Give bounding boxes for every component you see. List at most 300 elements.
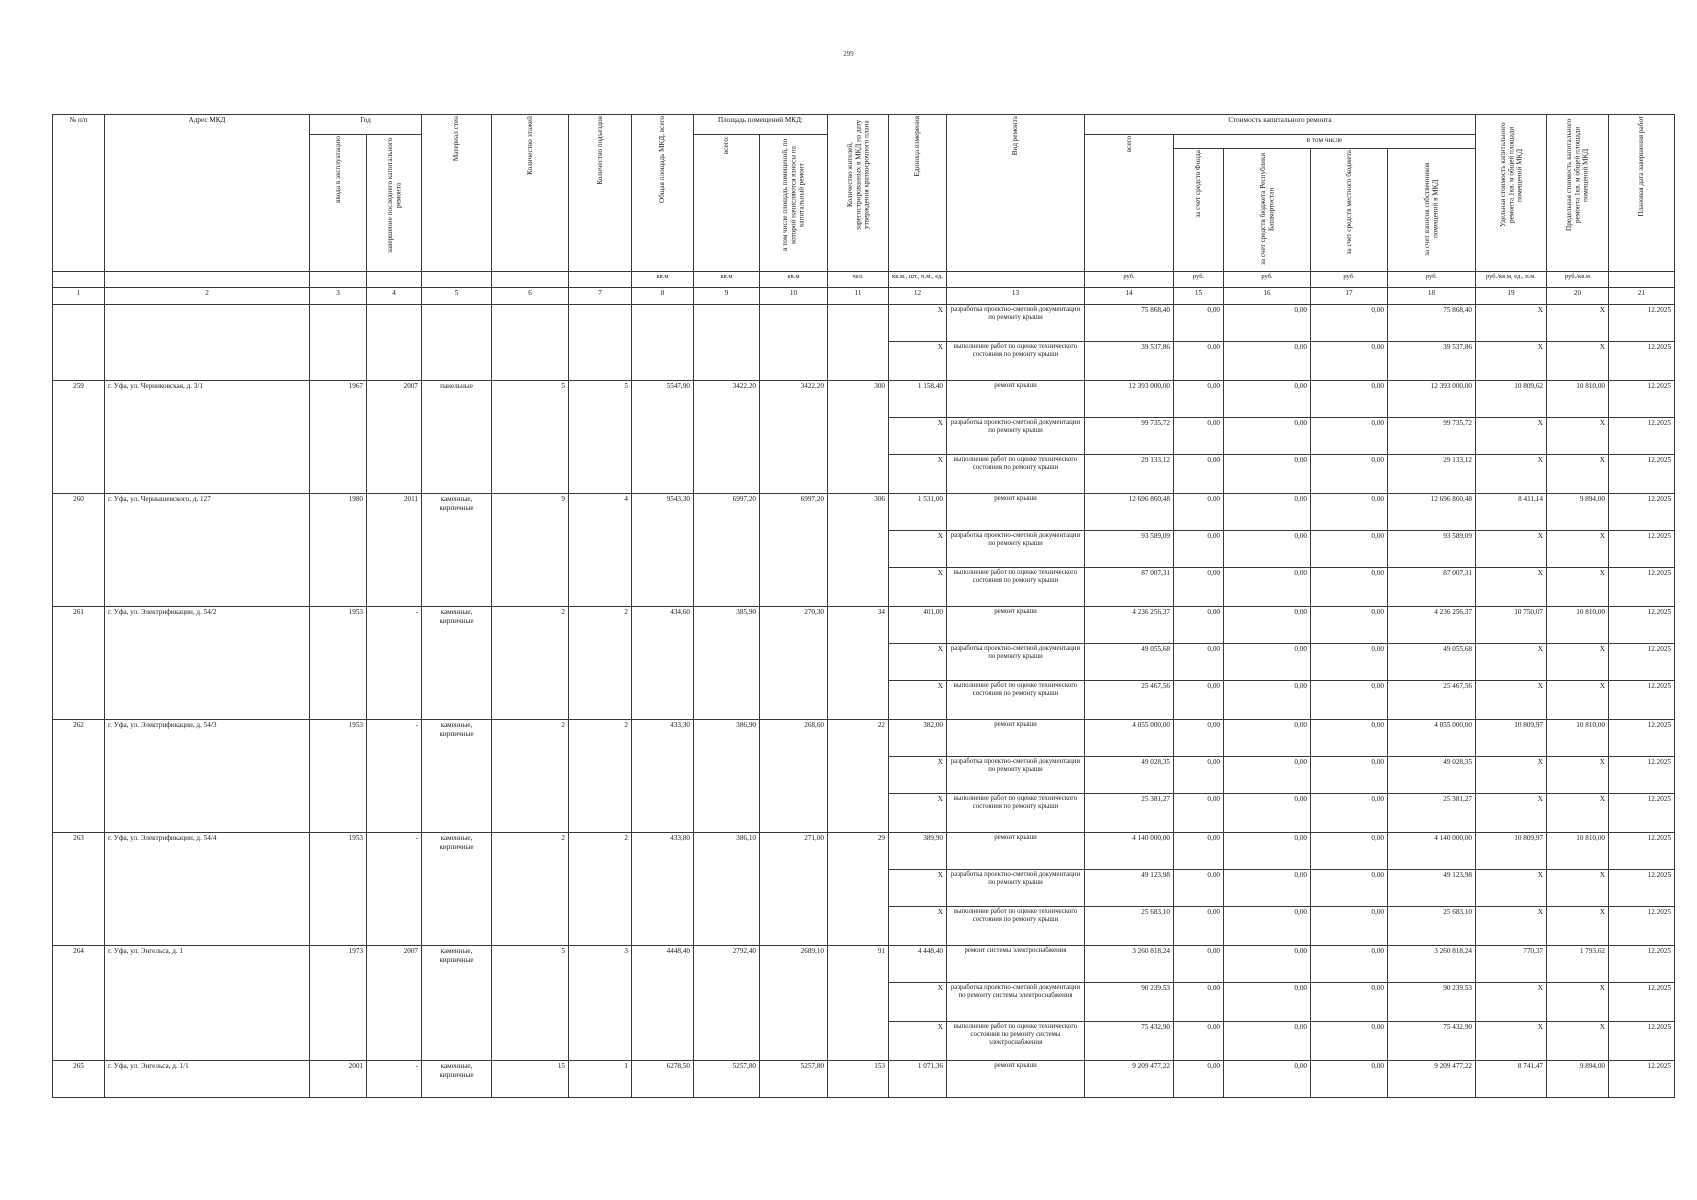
premises-total-cell: 6997,20 <box>694 494 760 607</box>
cost-owners-cell: 3 260 818,24 <box>1388 946 1476 983</box>
floors-cell: 9 <box>492 494 569 607</box>
unit-cost-cell: X <box>1476 531 1547 568</box>
column-number: 3 <box>310 288 367 305</box>
cost-total-cell: 49 123,98 <box>1085 870 1174 907</box>
residents-cell: 22 <box>828 720 889 833</box>
year-commissioning-cell: 1967 <box>310 381 367 494</box>
cost-local-cell: 0,00 <box>1311 870 1388 907</box>
wall-material-cell: каменные, кирпичные <box>422 833 492 946</box>
cost-fund-cell: 0,00 <box>1174 870 1224 907</box>
quantity-cell: 401,00 <box>889 607 947 644</box>
cost-total-cell: 49 028,35 <box>1085 757 1174 794</box>
cost-owners-cell: 29 133,12 <box>1388 455 1476 494</box>
cost-republic-cell: 0,00 <box>1224 720 1311 757</box>
deadline-cell: 12.2025 <box>1609 757 1675 794</box>
unit-cost-cell: X <box>1476 568 1547 607</box>
entrances-cell: 2 <box>569 607 632 720</box>
work-type-cell: выполнение работ по оценке технического состояния по ремонту крыши <box>947 568 1085 607</box>
unit-cost-cell: 8 741,47 <box>1476 1061 1547 1098</box>
limit-cost-cell: X <box>1547 644 1609 681</box>
year-commissioning-cell: 1953 <box>310 720 367 833</box>
cost-owners-cell: 93 589,09 <box>1388 531 1476 568</box>
cost-republic-cell: 0,00 <box>1224 607 1311 644</box>
year-commissioning-cell: 1980 <box>310 494 367 607</box>
unit-cost-cell: 770,37 <box>1476 946 1547 983</box>
cost-fund-cell: 0,00 <box>1174 794 1224 833</box>
deadline-cell: 12.2025 <box>1609 833 1675 870</box>
cost-republic-cell: 0,00 <box>1224 494 1311 531</box>
unit-cell <box>53 272 105 288</box>
unit-cost-cell: 8 411,14 <box>1476 494 1547 531</box>
year-last-repair-cell: - <box>367 720 422 833</box>
residents-cell: 29 <box>828 833 889 946</box>
work-type-cell: разработка проектно-сметной документации по ремонту крыши <box>947 531 1085 568</box>
header-year-group: Год <box>310 115 422 135</box>
cost-total-cell: 4 055 000,00 <box>1085 720 1174 757</box>
header-cost-local: за счет средств местного бюджета <box>1311 149 1388 272</box>
cost-republic-cell: 0,00 <box>1224 342 1311 381</box>
deadline-cell: 12.2025 <box>1609 342 1675 381</box>
cost-owners-cell: 4 236 256,37 <box>1388 607 1476 644</box>
cost-owners-cell: 4 055 000,00 <box>1388 720 1476 757</box>
premises-fee-cell: 2689,10 <box>760 946 828 1061</box>
header-premises-group: Площадь помещений МКД: <box>694 115 828 135</box>
year-commissioning-cell: 1973 <box>310 946 367 1061</box>
unit-cost-cell: 10 809,97 <box>1476 720 1547 757</box>
limit-cost-cell: 1 793,62 <box>1547 946 1609 983</box>
unit-cell: кв.м <box>694 272 760 288</box>
cost-local-cell: 0,00 <box>1311 381 1388 418</box>
cost-republic-cell: 0,00 <box>1224 305 1311 342</box>
deadline-cell: 12.2025 <box>1609 644 1675 681</box>
quantity-cell: 4 448,40 <box>889 946 947 983</box>
floors-cell: 15 <box>492 1061 569 1098</box>
cost-republic-cell: 0,00 <box>1224 1022 1311 1061</box>
cost-local-cell: 0,00 <box>1311 833 1388 870</box>
column-number: 13 <box>947 288 1085 305</box>
year-last-repair-cell: 2007 <box>367 381 422 494</box>
wall-material-cell: каменные, кирпичные <box>422 1061 492 1098</box>
capital-repair-table <box>52 114 1675 1098</box>
cost-owners-cell: 90 239,53 <box>1388 983 1476 1022</box>
residents-cell: 306 <box>828 494 889 607</box>
entrances-cell: 2 <box>569 720 632 833</box>
work-type-cell: ремонт крыши <box>947 494 1085 531</box>
unit-cell: руб. <box>1085 272 1174 288</box>
total-area-cell: 9543,30 <box>632 494 694 607</box>
header-premises-fee: в том числе площадь помещений, по которой начисляются взносы на капитальный ремонт <box>760 135 828 272</box>
premises-total-cell: 385,90 <box>694 607 760 720</box>
cost-fund-cell: 0,00 <box>1174 946 1224 983</box>
work-type-cell: разработка проектно-сметной документации по ремонту крыши <box>947 418 1085 455</box>
limit-cost-cell: 10 810,00 <box>1547 833 1609 870</box>
header-work-type: Вид ремонта <box>947 115 1085 272</box>
unit-cell <box>105 272 310 288</box>
limit-cost-cell: X <box>1547 342 1609 381</box>
table-row <box>53 1061 1675 1098</box>
year-last-repair-cell: - <box>367 833 422 946</box>
premises-fee-cell: 3422,20 <box>760 381 828 494</box>
header-floors: Количество этажей <box>492 115 569 272</box>
work-type-cell: ремонт крыши <box>947 833 1085 870</box>
cost-total-cell: 49 055,68 <box>1085 644 1174 681</box>
year-last-repair-cell: 2007 <box>367 946 422 1061</box>
work-type-cell: ремонт крыши <box>947 381 1085 418</box>
quantity-cell: 1 158,40 <box>889 381 947 418</box>
header-unit-cost: Удельная стоимость капитального ремонта 1кв. м общей площади помещений МКД <box>1476 115 1547 272</box>
wall-material-cell: каменные, кирпичные <box>422 494 492 607</box>
cost-local-cell: 0,00 <box>1311 907 1388 946</box>
quantity-cell: X <box>889 305 947 342</box>
cost-total-cell: 9 209 477,22 <box>1085 1061 1174 1098</box>
floors-cell <box>492 305 569 381</box>
header-cost-total: всего <box>1085 135 1174 272</box>
limit-cost-cell: X <box>1547 757 1609 794</box>
cost-total-cell: 90 239,53 <box>1085 983 1174 1022</box>
cost-owners-cell: 75 432,90 <box>1388 1022 1476 1061</box>
row-number: 265 <box>53 1061 105 1098</box>
work-type-cell: ремонт системы электроснабжения <box>947 946 1085 983</box>
work-type-cell: разработка проектно-сметной документации по ремонту системы электроснабжения <box>947 983 1085 1022</box>
year-commissioning-cell: 2001 <box>310 1061 367 1098</box>
row-number: 259 <box>53 381 105 494</box>
cost-fund-cell: 0,00 <box>1174 983 1224 1022</box>
cost-total-cell: 99 735,72 <box>1085 418 1174 455</box>
column-number: 4 <box>367 288 422 305</box>
address-cell <box>105 305 310 381</box>
cost-republic-cell: 0,00 <box>1224 418 1311 455</box>
header-including: в том числе <box>1174 135 1476 149</box>
quantity-cell: X <box>889 418 947 455</box>
cost-owners-cell: 49 055,68 <box>1388 644 1476 681</box>
row-number <box>53 305 105 381</box>
cost-republic-cell: 0,00 <box>1224 1061 1311 1098</box>
premises-total-cell: 2792,40 <box>694 946 760 1061</box>
residents-cell: 34 <box>828 607 889 720</box>
table-row <box>53 720 1675 757</box>
cost-local-cell: 0,00 <box>1311 531 1388 568</box>
quantity-cell: 1 071,36 <box>889 1061 947 1098</box>
year-last-repair-cell: - <box>367 1061 422 1098</box>
header-entrances: Количество подъездов <box>569 115 632 272</box>
unit-cell: руб. <box>1224 272 1311 288</box>
column-number: 6 <box>492 288 569 305</box>
table-row <box>53 305 1675 342</box>
cost-owners-cell: 9 209 477,22 <box>1388 1061 1476 1098</box>
cost-republic-cell: 0,00 <box>1224 531 1311 568</box>
limit-cost-cell: 10 810,00 <box>1547 381 1609 418</box>
cost-republic-cell: 0,00 <box>1224 568 1311 607</box>
header-total-area: Общая площадь МКД, всего <box>632 115 694 272</box>
deadline-cell: 12.2025 <box>1609 305 1675 342</box>
cost-owners-cell: 39 537,86 <box>1388 342 1476 381</box>
wall-material-cell: каменные, кирпичные <box>422 720 492 833</box>
work-type-cell: разработка проектно-сметной документации по ремонту крыши <box>947 644 1085 681</box>
row-number: 264 <box>53 946 105 1061</box>
deadline-cell: 12.2025 <box>1609 381 1675 418</box>
work-type-cell: разработка проектно-сметной документации по ремонту крыши <box>947 757 1085 794</box>
unit-cell: кв.м., шт., п.м., ед. <box>889 272 947 288</box>
premises-fee-cell <box>760 305 828 381</box>
row-number: 263 <box>53 833 105 946</box>
table-row <box>53 381 1675 418</box>
total-area-cell: 6278,50 <box>632 1061 694 1098</box>
unit-cell: руб. <box>1388 272 1476 288</box>
wall-material-cell <box>422 305 492 381</box>
deadline-cell: 12.2025 <box>1609 494 1675 531</box>
column-number: 15 <box>1174 288 1224 305</box>
unit-cell: кв.м <box>760 272 828 288</box>
unit-cell: руб./кв.м, ед., п.м. <box>1476 272 1547 288</box>
cost-total-cell: 4 236 256,37 <box>1085 607 1174 644</box>
deadline-cell: 12.2025 <box>1609 794 1675 833</box>
header-year-last-repair: завершение последнего капитального ремонта <box>367 135 422 272</box>
column-number: 16 <box>1224 288 1311 305</box>
address-cell: г. Уфа, ул. Электрификации, д. 54/2 <box>105 607 310 720</box>
total-area-cell: 5547,90 <box>632 381 694 494</box>
unit-cost-cell: X <box>1476 644 1547 681</box>
premises-fee-cell: 270,30 <box>760 607 828 720</box>
cost-republic-cell: 0,00 <box>1224 794 1311 833</box>
work-type-cell: ремонт крыши <box>947 720 1085 757</box>
unit-cost-cell: X <box>1476 870 1547 907</box>
unit-cell <box>492 272 569 288</box>
cost-total-cell: 39 537,86 <box>1085 342 1174 381</box>
address-cell: г. Уфа, ул. Электрификации, д. 54/3 <box>105 720 310 833</box>
cost-republic-cell: 0,00 <box>1224 946 1311 983</box>
premises-fee-cell: 5257,80 <box>760 1061 828 1098</box>
entrances-cell: 3 <box>569 946 632 1061</box>
page-number: 299 <box>843 50 854 58</box>
floors-cell: 5 <box>492 381 569 494</box>
header-cost-fund: за счет средств Фонда <box>1174 149 1224 272</box>
cost-fund-cell: 0,00 <box>1174 568 1224 607</box>
entrances-cell: 2 <box>569 833 632 946</box>
header-cost-republic: за счет средств бюджета Республики Башкортостан <box>1224 149 1311 272</box>
quantity-cell: X <box>889 568 947 607</box>
unit-cost-cell: X <box>1476 757 1547 794</box>
limit-cost-cell: X <box>1547 907 1609 946</box>
cost-total-cell: 25 467,56 <box>1085 681 1174 720</box>
total-area-cell: 4448,40 <box>632 946 694 1061</box>
entrances-cell <box>569 305 632 381</box>
wall-material-cell: каменные, кирпичные <box>422 607 492 720</box>
column-numbers-row <box>53 288 1675 305</box>
cost-total-cell: 12 696 860,48 <box>1085 494 1174 531</box>
quantity-cell: X <box>889 644 947 681</box>
floors-cell: 2 <box>492 607 569 720</box>
quantity-cell: X <box>889 907 947 946</box>
work-type-cell: выполнение работ по оценке технического состояния по ремонту крыши <box>947 794 1085 833</box>
deadline-cell: 12.2025 <box>1609 418 1675 455</box>
work-type-cell: разработка проектно-сметной документации по ремонту крыши <box>947 305 1085 342</box>
unit-cell <box>569 272 632 288</box>
cost-fund-cell: 0,00 <box>1174 342 1224 381</box>
cost-fund-cell: 0,00 <box>1174 607 1224 644</box>
column-number: 12 <box>889 288 947 305</box>
cost-fund-cell: 0,00 <box>1174 681 1224 720</box>
address-cell: г. Уфа, ул. Черниковская, д. 3/1 <box>105 381 310 494</box>
floors-cell: 2 <box>492 833 569 946</box>
unit-cell: кв.м <box>632 272 694 288</box>
entrances-cell: 5 <box>569 381 632 494</box>
unit-cell <box>310 272 367 288</box>
quantity-cell: X <box>889 757 947 794</box>
header-unit: Единица измерения <box>889 115 947 272</box>
quantity-cell: 382,00 <box>889 720 947 757</box>
address-cell: г. Уфа, ул. Энгельса, д. 1/1 <box>105 1061 310 1098</box>
limit-cost-cell: X <box>1547 531 1609 568</box>
header-year-commissioning: ввода в эксплуатацию <box>310 135 367 272</box>
cost-owners-cell: 99 735,72 <box>1388 418 1476 455</box>
deadline-cell: 12.2025 <box>1609 720 1675 757</box>
unit-cell <box>1609 272 1675 288</box>
cost-fund-cell: 0,00 <box>1174 1022 1224 1061</box>
year-commissioning-cell: 1953 <box>310 607 367 720</box>
cost-fund-cell: 0,00 <box>1174 381 1224 418</box>
cost-owners-cell: 75 868,40 <box>1388 305 1476 342</box>
limit-cost-cell: 9 894,00 <box>1547 494 1609 531</box>
total-area-cell: 434,60 <box>632 607 694 720</box>
premises-total-cell: 3422,20 <box>694 381 760 494</box>
residents-cell: 91 <box>828 946 889 1061</box>
unit-cost-cell: X <box>1476 794 1547 833</box>
deadline-cell: 12.2025 <box>1609 681 1675 720</box>
deadline-cell: 12.2025 <box>1609 455 1675 494</box>
cost-local-cell: 0,00 <box>1311 681 1388 720</box>
cost-total-cell: 4 140 000,00 <box>1085 833 1174 870</box>
address-cell: г. Уфа, ул. Чернышевского, д. 127 <box>105 494 310 607</box>
residents-cell <box>828 305 889 381</box>
quantity-cell: X <box>889 681 947 720</box>
wall-material-cell: каменные, кирпичные <box>422 946 492 1061</box>
cost-republic-cell: 0,00 <box>1224 644 1311 681</box>
column-number: 10 <box>760 288 828 305</box>
total-area-cell <box>632 305 694 381</box>
quantity-cell: 389,90 <box>889 833 947 870</box>
cost-fund-cell: 0,00 <box>1174 455 1224 494</box>
unit-cell: руб. <box>1174 272 1224 288</box>
limit-cost-cell: X <box>1547 455 1609 494</box>
cost-republic-cell: 0,00 <box>1224 870 1311 907</box>
header-cost-group: Стоимость капитального ремонта <box>1085 115 1476 135</box>
column-number: 18 <box>1388 288 1476 305</box>
deadline-cell: 12.2025 <box>1609 983 1675 1022</box>
cost-fund-cell: 0,00 <box>1174 833 1224 870</box>
cost-fund-cell: 0,00 <box>1174 644 1224 681</box>
quantity-cell: X <box>889 983 947 1022</box>
cost-republic-cell: 0,00 <box>1224 455 1311 494</box>
unit-cell <box>367 272 422 288</box>
cost-owners-cell: 12 696 860,48 <box>1388 494 1476 531</box>
unit-cell <box>422 272 492 288</box>
cost-total-cell: 29 133,12 <box>1085 455 1174 494</box>
limit-cost-cell: X <box>1547 983 1609 1022</box>
cost-fund-cell: 0,00 <box>1174 907 1224 946</box>
deadline-cell: 12.2025 <box>1609 1022 1675 1061</box>
cost-local-cell: 0,00 <box>1311 983 1388 1022</box>
column-number: 2 <box>105 288 310 305</box>
cost-local-cell: 0,00 <box>1311 607 1388 644</box>
unit-cost-cell: X <box>1476 983 1547 1022</box>
cost-owners-cell: 49 028,35 <box>1388 757 1476 794</box>
cost-local-cell: 0,00 <box>1311 1022 1388 1061</box>
table-row <box>53 494 1675 531</box>
limit-cost-cell: X <box>1547 681 1609 720</box>
cost-total-cell: 75 868,40 <box>1085 305 1174 342</box>
cost-republic-cell: 0,00 <box>1224 983 1311 1022</box>
cost-fund-cell: 0,00 <box>1174 1061 1224 1098</box>
cost-total-cell: 3 260 818,24 <box>1085 946 1174 983</box>
residents-cell: 300 <box>828 381 889 494</box>
limit-cost-cell: X <box>1547 870 1609 907</box>
limit-cost-cell: 10 810,00 <box>1547 720 1609 757</box>
header-address: Адрес МКД <box>105 115 310 272</box>
limit-cost-cell: X <box>1547 418 1609 455</box>
cost-total-cell: 25 381,27 <box>1085 794 1174 833</box>
deadline-cell: 12.2025 <box>1609 1061 1675 1098</box>
table-row <box>53 833 1675 870</box>
cost-republic-cell: 0,00 <box>1224 757 1311 794</box>
premises-fee-cell: 268,60 <box>760 720 828 833</box>
cost-local-cell: 0,00 <box>1311 342 1388 381</box>
deadline-cell: 12.2025 <box>1609 607 1675 644</box>
quantity-cell: X <box>889 870 947 907</box>
unit-cell <box>947 272 1085 288</box>
row-number: 260 <box>53 494 105 607</box>
table-row <box>53 607 1675 644</box>
deadline-cell: 12.2025 <box>1609 870 1675 907</box>
unit-cell: руб./кв.м <box>1547 272 1609 288</box>
header-residents: Количество жителей, зарегистрированных в МКД на дату утверждения краткосрочного плана <box>828 115 889 272</box>
work-type-cell: ремонт крыши <box>947 607 1085 644</box>
work-type-cell: выполнение работ по оценке технического состояния по ремонту крыши <box>947 681 1085 720</box>
cost-local-cell: 0,00 <box>1311 494 1388 531</box>
header-wall-material: Материал стен <box>422 115 492 272</box>
unit-cell: чел. <box>828 272 889 288</box>
total-area-cell: 433,30 <box>632 720 694 833</box>
cost-local-cell: 0,00 <box>1311 1061 1388 1098</box>
cost-total-cell: 75 432,90 <box>1085 1022 1174 1061</box>
year-commissioning-cell: 1953 <box>310 833 367 946</box>
column-number: 20 <box>1547 288 1609 305</box>
table-row <box>53 946 1675 983</box>
column-number: 14 <box>1085 288 1174 305</box>
cost-fund-cell: 0,00 <box>1174 305 1224 342</box>
premises-total-cell: 386,90 <box>694 720 760 833</box>
cost-local-cell: 0,00 <box>1311 568 1388 607</box>
cost-total-cell: 12 393 000,00 <box>1085 381 1174 418</box>
column-number: 17 <box>1311 288 1388 305</box>
work-type-cell: ремонт крыши <box>947 1061 1085 1098</box>
entrances-cell: 4 <box>569 494 632 607</box>
address-cell: г. Уфа, ул. Электрификации, д. 54/4 <box>105 833 310 946</box>
cost-local-cell: 0,00 <box>1311 644 1388 681</box>
address-cell: г. Уфа, ул. Энгельса, д. 1 <box>105 946 310 1061</box>
cost-local-cell: 0,00 <box>1311 794 1388 833</box>
limit-cost-cell: X <box>1547 794 1609 833</box>
year-last-repair-cell <box>367 305 422 381</box>
unit-cost-cell: X <box>1476 305 1547 342</box>
units-row <box>53 272 1675 288</box>
deadline-cell: 12.2025 <box>1609 531 1675 568</box>
deadline-cell: 12.2025 <box>1609 946 1675 983</box>
year-commissioning-cell <box>310 305 367 381</box>
cost-owners-cell: 87 007,31 <box>1388 568 1476 607</box>
unit-cost-cell: X <box>1476 455 1547 494</box>
limit-cost-cell: X <box>1547 305 1609 342</box>
quantity-cell: X <box>889 1022 947 1061</box>
